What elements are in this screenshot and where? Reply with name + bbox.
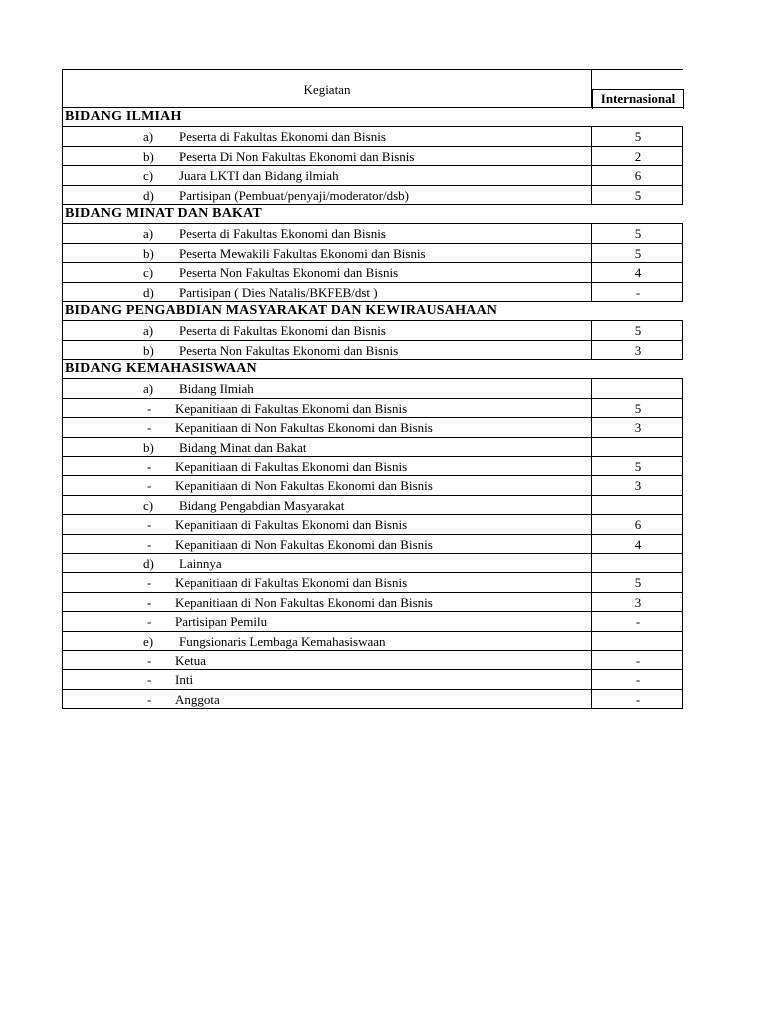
internasional-value: 2: [634, 148, 642, 164]
row-marker: -: [147, 517, 152, 533]
row-label: Peserta Mewakili Fakultas Ekonomi dan Bisnis: [179, 245, 426, 261]
table-row: [62, 535, 683, 554]
activity-cell: [63, 224, 592, 242]
row-marker: e): [143, 633, 154, 649]
row-label: Juara LKTI dan Bidang ilmiah: [179, 168, 339, 184]
internasional-value: 4: [634, 265, 642, 281]
internasional-value: 3: [634, 594, 642, 610]
row-marker: -: [147, 672, 152, 688]
row-label: Peserta di Fakultas Ekonomi dan Bisnis: [179, 226, 386, 242]
activity-cell: [63, 515, 592, 533]
row-marker: d): [143, 187, 154, 203]
table-row: [62, 612, 683, 631]
activity-cell: [63, 651, 592, 669]
row-label: Kepanitiaan di Fakultas Ekonomi dan Bisnis: [175, 400, 408, 416]
table-row: [62, 379, 683, 398]
internasional-value: 5: [634, 245, 642, 261]
table-row: [62, 632, 683, 651]
activity-cell: [63, 690, 592, 708]
section-heading: BIDANG KEMAHASISWAAN: [65, 361, 257, 377]
section-heading: BIDANG PENGABDIAN MASYARAKAT DAN KEWIRAUSAHAAN: [65, 302, 498, 318]
internasional-value: 5: [634, 187, 642, 203]
table-body: [62, 108, 683, 709]
row-marker: -: [147, 575, 152, 591]
table-row: [62, 670, 683, 689]
row-label: Inti: [175, 672, 194, 688]
internasional-value: [592, 438, 684, 456]
table-row: [62, 341, 683, 360]
row-label: Ketua: [175, 652, 207, 668]
activity-cell: [63, 263, 592, 281]
row-label: Fungsionaris Lembaga Kemahasiswaan: [179, 633, 386, 649]
activity-cell: [63, 670, 592, 688]
section-heading: BIDANG ILMIAH: [65, 109, 182, 124]
activity-cell: [63, 496, 592, 514]
row-label: Peserta Non Fakultas Ekonomi dan Bisnis: [179, 265, 399, 281]
internasional-value: [592, 496, 684, 514]
row-marker: -: [147, 652, 152, 668]
internasional-value: [592, 554, 684, 572]
table-row: [62, 593, 683, 612]
activity-cell: [63, 321, 592, 339]
table-row: [62, 283, 683, 302]
activity-table: [62, 69, 683, 709]
internasional-value: 3: [634, 342, 642, 358]
internasional-value: -: [635, 614, 641, 630]
row-label: Kepanitiaan di Non Fakultas Ekonomi dan Bisnis: [175, 536, 433, 552]
row-label: Bidang Pengabdian Masyarakat: [179, 497, 345, 513]
row-label: Kepanitiaan di Fakultas Ekonomi dan Bisnis: [175, 517, 408, 533]
internasional-value: 5: [634, 129, 642, 145]
row-marker: b): [143, 245, 154, 261]
activity-cell: [63, 186, 592, 204]
activity-cell: [63, 147, 592, 165]
activity-cell: [63, 476, 592, 494]
header-kegiatan: Kegiatan: [303, 82, 351, 97]
row-marker: b): [143, 439, 154, 455]
row-marker: -: [147, 594, 152, 610]
activity-cell: [63, 612, 592, 630]
row-marker: c): [143, 497, 154, 513]
internasional-value: 3: [634, 478, 642, 494]
internasional-value: [592, 379, 684, 397]
row-label: Peserta Di Non Fakultas Ekonomi dan Bisnis: [179, 148, 415, 164]
internasional-value: 5: [634, 226, 642, 242]
internasional-value: 3: [634, 420, 642, 436]
row-label: Kepanitiaan di Fakultas Ekonomi dan Bisnis: [175, 459, 408, 475]
table-row: [62, 457, 683, 476]
activity-cell: [63, 438, 592, 456]
row-marker: c): [143, 168, 154, 184]
activity-cell: [63, 554, 592, 572]
activity-cell: [63, 379, 592, 397]
header-internasional-cell: [592, 70, 684, 107]
table-row: [62, 224, 683, 243]
section-heading: BIDANG MINAT DAN BAKAT: [65, 205, 262, 221]
row-marker: -: [147, 614, 152, 630]
internasional-value: 5: [634, 400, 642, 416]
row-marker: a): [143, 323, 154, 339]
row-label: Lainnya: [179, 555, 222, 571]
row-label: Peserta di Fakultas Ekonomi dan Bisnis: [179, 323, 386, 339]
row-label: Anggota: [175, 691, 220, 707]
row-marker: b): [143, 148, 154, 164]
table-row: [62, 147, 683, 166]
activity-cell: [63, 127, 592, 145]
section-row: [62, 108, 683, 127]
table-row: [62, 244, 683, 263]
table-row: [62, 166, 683, 185]
header-kegiatan-cell: [63, 70, 592, 107]
internasional-value: 4: [634, 536, 642, 552]
activity-cell: [63, 283, 592, 301]
internasional-value: -: [635, 652, 641, 668]
row-marker: d): [143, 284, 154, 300]
row-marker: -: [147, 459, 152, 475]
row-marker: c): [143, 265, 154, 281]
internasional-value: 5: [634, 459, 642, 475]
activity-cell: [63, 418, 592, 436]
row-marker: -: [147, 536, 152, 552]
activity-cell: [63, 535, 592, 553]
row-label: Kepanitiaan di Non Fakultas Ekonomi dan Bisnis: [175, 594, 433, 610]
row-marker: a): [143, 129, 154, 145]
section-row: [62, 205, 683, 224]
table-row: [62, 321, 683, 340]
activity-cell: [63, 632, 592, 650]
row-label: Kepanitiaan di Non Fakultas Ekonomi dan Bisnis: [175, 420, 433, 436]
activity-cell: [63, 399, 592, 417]
row-label: Partisipan Pemilu: [175, 614, 268, 630]
activity-cell: [63, 341, 592, 359]
table-row: [62, 127, 683, 146]
table-row: [62, 418, 683, 437]
internasional-value: 6: [634, 168, 642, 184]
activity-cell: [63, 593, 592, 611]
internasional-value: 6: [634, 517, 642, 533]
activity-cell: [63, 573, 592, 591]
row-marker: -: [147, 400, 152, 416]
row-label: Peserta Non Fakultas Ekonomi dan Bisnis: [179, 342, 399, 358]
table-row: [62, 438, 683, 457]
internasional-value: -: [635, 691, 641, 707]
table-row: [62, 263, 683, 282]
table-row: [62, 496, 683, 515]
row-marker: -: [147, 420, 152, 436]
row-label: Kepanitiaan di Non Fakultas Ekonomi dan Bisnis: [175, 478, 433, 494]
header-internasional: Internasional: [592, 89, 684, 109]
row-label: Kepanitiaan di Fakultas Ekonomi dan Bisnis: [175, 575, 408, 591]
row-marker: -: [147, 691, 152, 707]
internasional-value: 5: [634, 323, 642, 339]
internasional-value: [592, 632, 684, 650]
table-row: [62, 573, 683, 592]
row-marker: d): [143, 555, 154, 571]
row-label: Bidang Ilmiah: [179, 381, 254, 397]
table-row: [62, 690, 683, 709]
row-marker: a): [143, 381, 154, 397]
internasional-value: -: [635, 284, 641, 300]
row-marker: a): [143, 226, 154, 242]
table-row: [62, 476, 683, 495]
row-label: Partisipan (Pembuat/penyaji/moderator/dsb): [179, 187, 409, 203]
activity-cell: [63, 244, 592, 262]
section-row: [62, 302, 683, 321]
table-row: [62, 186, 683, 205]
row-marker: -: [147, 478, 152, 494]
row-label: Partisipan ( Dies Natalis/BKFEB/dst ): [179, 284, 378, 300]
internasional-value: -: [635, 672, 641, 688]
activity-cell: [63, 166, 592, 184]
table-row: [62, 399, 683, 418]
internasional-value: 5: [634, 575, 642, 591]
row-label: Peserta di Fakultas Ekonomi dan Bisnis: [179, 129, 386, 145]
row-marker: b): [143, 342, 154, 358]
table-row: [62, 554, 683, 573]
table-row: [62, 515, 683, 534]
section-row: [62, 360, 683, 379]
row-label: Bidang Minat dan Bakat: [179, 439, 307, 455]
table-row: [62, 651, 683, 670]
activity-cell: [63, 457, 592, 475]
table-header: [62, 69, 683, 108]
